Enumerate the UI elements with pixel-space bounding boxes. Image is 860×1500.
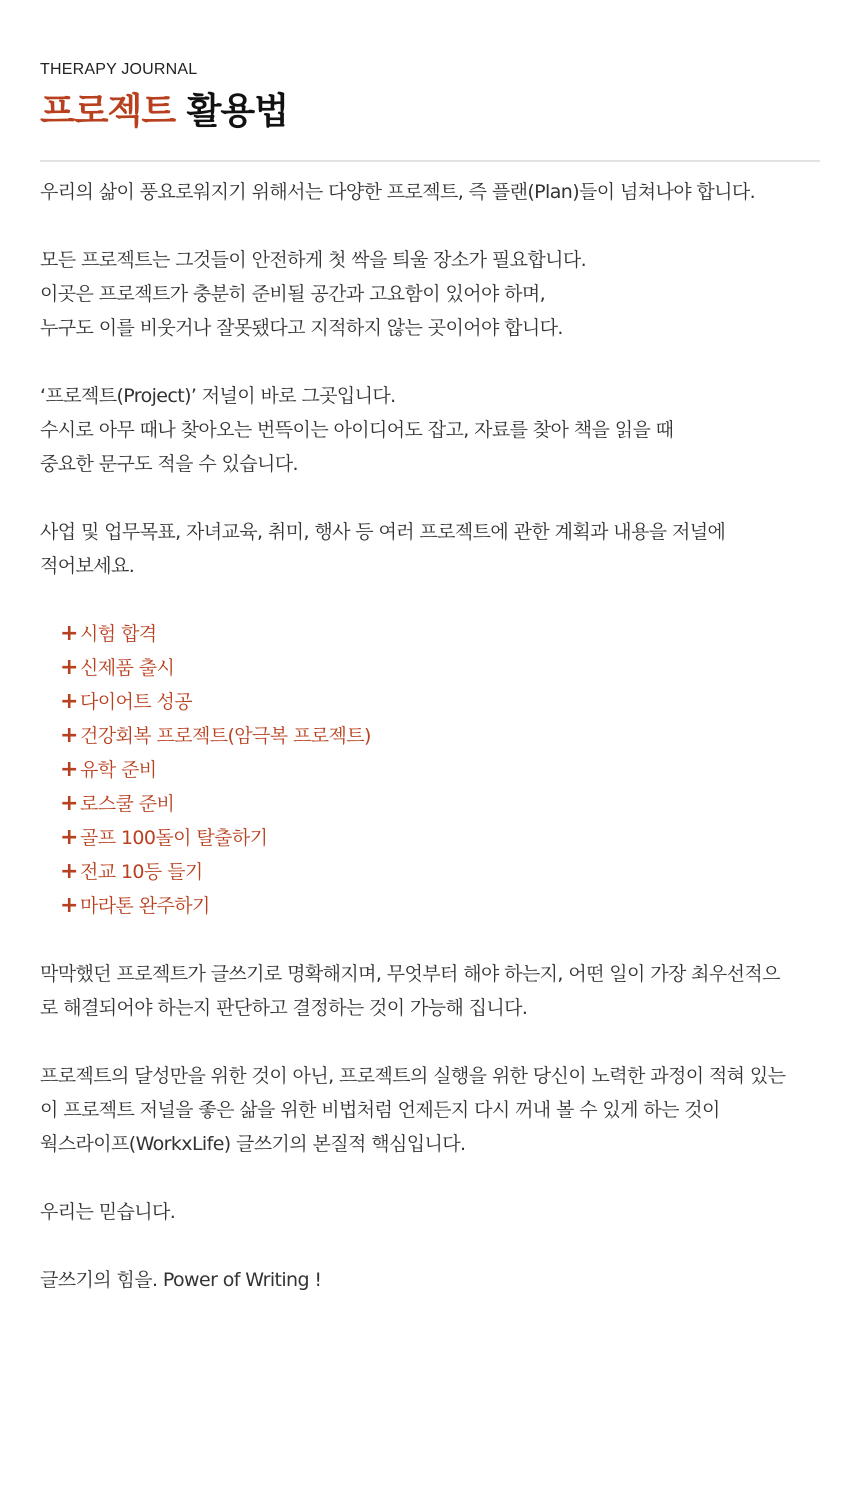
clarity-line-1: 막막했던 프로젝트가 글쓰기로 명확해지며, 무엇부터 해야 하는지, 어떤 일이 가장 최우선적으 bbox=[40, 963, 780, 985]
list-item bbox=[60, 719, 820, 753]
list-item-label: 로스쿨 준비 bbox=[80, 793, 175, 815]
suggest-paragraph bbox=[40, 515, 820, 583]
paragraph-gap bbox=[40, 1161, 820, 1195]
paragraph-gap bbox=[40, 481, 820, 515]
article-body bbox=[40, 175, 820, 1297]
plus-icon: + bbox=[60, 689, 78, 714]
clarity-paragraph bbox=[40, 957, 820, 1025]
need-line-1: 모든 프로젝트는 그것들이 안전하게 첫 싹을 틔울 장소가 필요합니다. bbox=[40, 249, 587, 271]
intro-paragraph bbox=[40, 175, 820, 209]
plus-icon: + bbox=[60, 893, 78, 918]
essence-line-1: 프로젝트의 달성만을 위한 것이 아닌, 프로젝트의 실행을 위한 당신이 노력한 과정이 적혀 있는 bbox=[40, 1065, 786, 1087]
clarity-line-2: 로 해결되어야 하는지 판단하고 결정하는 것이 가능해 집니다. bbox=[40, 997, 528, 1019]
list-item-label: 골프 100돌이 탈출하기 bbox=[80, 827, 268, 849]
paragraph-gap bbox=[40, 345, 820, 379]
list-item-label: 다이어트 성공 bbox=[80, 691, 192, 713]
list-item bbox=[60, 753, 820, 787]
closing-paragraph bbox=[40, 1263, 820, 1297]
suggest-line-1: 사업 및 업무목표, 자녀교육, 취미, 행사 등 여러 프로젝트에 관한 계획과 내용을 저널에 bbox=[40, 521, 726, 543]
closing-line: 글쓰기의 힘을. Power of Writing ! bbox=[40, 1269, 322, 1291]
need-paragraph bbox=[40, 243, 820, 345]
belief-line: 우리는 믿습니다. bbox=[40, 1201, 176, 1223]
eyebrow-label: THERAPY JOURNAL bbox=[40, 61, 198, 78]
belief-paragraph bbox=[40, 1195, 820, 1229]
list-item-label: 시험 합격 bbox=[80, 623, 157, 645]
need-line-2: 이곳은 프로젝트가 충분히 준비될 공간과 고요함이 있어야 하며, bbox=[40, 283, 546, 305]
paragraph-gap bbox=[40, 1229, 820, 1263]
page-title-accent: 프로젝트 bbox=[40, 91, 176, 132]
paragraph-gap bbox=[40, 1025, 820, 1059]
list-item-label: 건강회복 프로젝트(암극복 프로젝트) bbox=[80, 725, 371, 747]
need-line-3: 누구도 이를 비웃거나 잘못됐다고 지적하지 않는 곳이어야 합니다. bbox=[40, 317, 563, 339]
plus-icon: + bbox=[60, 859, 78, 884]
journal-paragraph bbox=[40, 379, 820, 481]
title-divider bbox=[40, 160, 820, 162]
list-item bbox=[60, 685, 820, 719]
plus-icon: + bbox=[60, 655, 78, 680]
essence-paragraph bbox=[40, 1059, 820, 1161]
list-item-label: 마라톤 완주하기 bbox=[80, 895, 210, 917]
list-item-label: 유학 준비 bbox=[80, 759, 157, 781]
journal-line-1: ‘프로젝트(Project)’ 저널이 바로 그곳입니다. bbox=[40, 385, 396, 407]
list-item bbox=[60, 855, 820, 889]
plus-icon: + bbox=[60, 791, 78, 816]
list-item bbox=[60, 889, 820, 923]
essence-line-2: 이 프로젝트 저널을 좋은 삶을 위한 비법처럼 언제든지 다시 꺼내 볼 수 있게 하는 것이 bbox=[40, 1099, 720, 1121]
list-item bbox=[60, 821, 820, 855]
paragraph-gap bbox=[40, 923, 820, 957]
page-title bbox=[40, 88, 820, 136]
journal-line-2: 수시로 아무 때나 찾아오는 번뜩이는 아이디어도 잡고, 자료를 찾아 책을 읽을 때 bbox=[40, 419, 674, 441]
paragraph-gap bbox=[40, 209, 820, 243]
journal-line-3: 중요한 문구도 적을 수 있습니다. bbox=[40, 453, 299, 475]
list-item bbox=[60, 787, 820, 821]
paragraph-gap bbox=[40, 583, 820, 617]
project-example-list bbox=[40, 617, 820, 923]
list-item bbox=[60, 651, 820, 685]
page-title-rest: 활용법 bbox=[186, 91, 288, 132]
list-item-label: 신제품 출시 bbox=[80, 657, 175, 679]
list-item bbox=[60, 617, 820, 651]
plus-icon: + bbox=[60, 825, 78, 850]
intro-line: 우리의 삶이 풍요로워지기 위해서는 다양한 프로젝트, 즉 플랜(Plan)들이 넘쳐나야 합니다. bbox=[40, 181, 756, 203]
plus-icon: + bbox=[60, 723, 78, 748]
essence-line-3: 웍스라이프(WorkxLife) 글쓰기의 본질적 핵심입니다. bbox=[40, 1133, 466, 1155]
list-item-label: 전교 10등 들기 bbox=[80, 861, 203, 883]
suggest-line-2: 적어보세요. bbox=[40, 555, 135, 577]
plus-icon: + bbox=[60, 621, 78, 646]
plus-icon: + bbox=[60, 757, 78, 782]
